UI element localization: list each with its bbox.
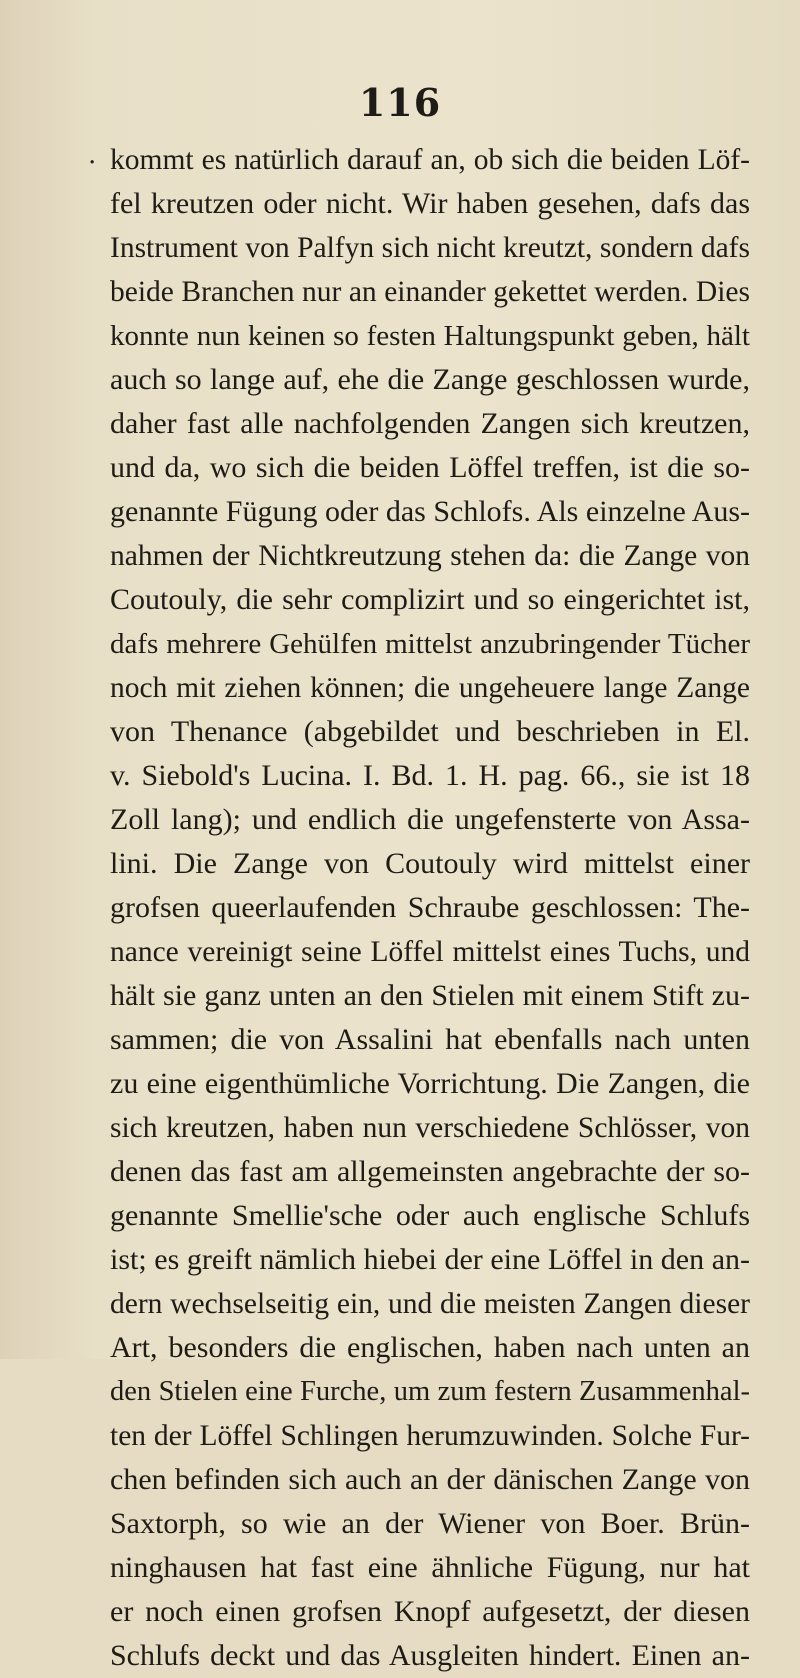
text-line: chen befinden sich auch an der dänischen Zange von [110, 1463, 750, 1496]
text-line: kommt es natürlich darauf an, ob sich die beiden Löf- [110, 144, 750, 176]
text-line: konnte nun keinen so festen Haltungspunkt geben, hält [110, 320, 750, 352]
text-line: er noch einen grofsen Knopf aufgesetzt, der diesen [110, 1595, 750, 1628]
text-line: daher fast alle nachfolgenden Zangen sich kreutzen, [110, 407, 750, 440]
text-line: nahmen der Nichtkreutzung stehen da: die Zange von [110, 540, 750, 572]
text-line: dafs mehrere Gehülfen mittelst anzubringender Tücher [110, 628, 750, 660]
text-line: Saxtorph, so wie an der Wiener von Boer. Brün- [110, 1507, 750, 1540]
text-line: noch mit ziehen können; die ungeheuere lange Zange [110, 672, 750, 704]
text-line: den Stielen eine Furche, um zum festern Zusammenhal- [110, 1376, 750, 1407]
text-line: genannte Fügung oder das Schlofs. Als einzelne Aus- [110, 495, 750, 528]
text-line: von Thenance (abgebildet und beschrieben in El. [110, 715, 750, 748]
text-line: sich kreutzen, haben nun verschiedene Schlösser, von [110, 1112, 750, 1144]
text-line: hält sie ganz unten an den Stielen mit einem Stift zu- [110, 979, 750, 1012]
text-line: ninghausen hat fast eine ähnliche Fügung, nur hat [110, 1551, 750, 1584]
text-line: fel kreutzen oder nicht. Wir haben gesehen, dafs das [110, 187, 750, 220]
page-number: 116 [358, 80, 442, 125]
text-line: ten der Löffel Schlingen herumzuwinden. Solche Fur- [110, 1420, 750, 1452]
text-line: Art, besonders die englischen, haben nach unten an [110, 1331, 750, 1364]
stray-mark: . [88, 140, 97, 170]
text-line: dern wechselseitig ein, und die meisten Zangen dieser [110, 1288, 750, 1320]
text-line: Zoll lang); und endlich die ungefensterte von Assa- [110, 803, 750, 836]
text-line: auch so lange auf, ehe die Zange geschlossen wurde, [110, 363, 750, 396]
text-line: ist; es greift nämlich hiebei der eine Löffel in den an- [110, 1243, 750, 1276]
text-line: und da, wo sich die beiden Löffel treffen, ist die so- [110, 451, 750, 484]
text-line: Coutouly, die sehr complizirt und so eingerichtet ist, [110, 583, 750, 616]
body-text [110, 138, 750, 1678]
text-line: denen das fast am allgemeinsten angebrachte der so- [110, 1155, 750, 1188]
text-line: Schlufs deckt und das Ausgleiten hindert. Einen an- [110, 1639, 750, 1672]
text-line: v. Siebold's Lucina. I. Bd. 1. H. pag. 66., sie ist 18 [110, 759, 750, 792]
text-line: Instrument von Palfyn sich nicht kreutzt, sondern dafs [110, 232, 750, 264]
text-line: nance vereinigt seine Löffel mittelst eines Tuchs, und [110, 936, 750, 968]
text-line: zu eine eigenthümliche Vorrichtung. Die Zangen, die [110, 1067, 750, 1100]
text-line: genannte Smellie'sche oder auch englische Schlufs [110, 1199, 750, 1232]
text-line: lini. Die Zange von Coutouly wird mittelst einer [110, 847, 750, 880]
text-line: beide Branchen nur an einander gekettet werden. Dies [110, 276, 750, 308]
text-line: sammen; die von Assalini hat ebenfalls nach unten [110, 1023, 750, 1056]
text-line: grofsen queerlaufenden Schraube geschlossen: The- [110, 891, 750, 924]
